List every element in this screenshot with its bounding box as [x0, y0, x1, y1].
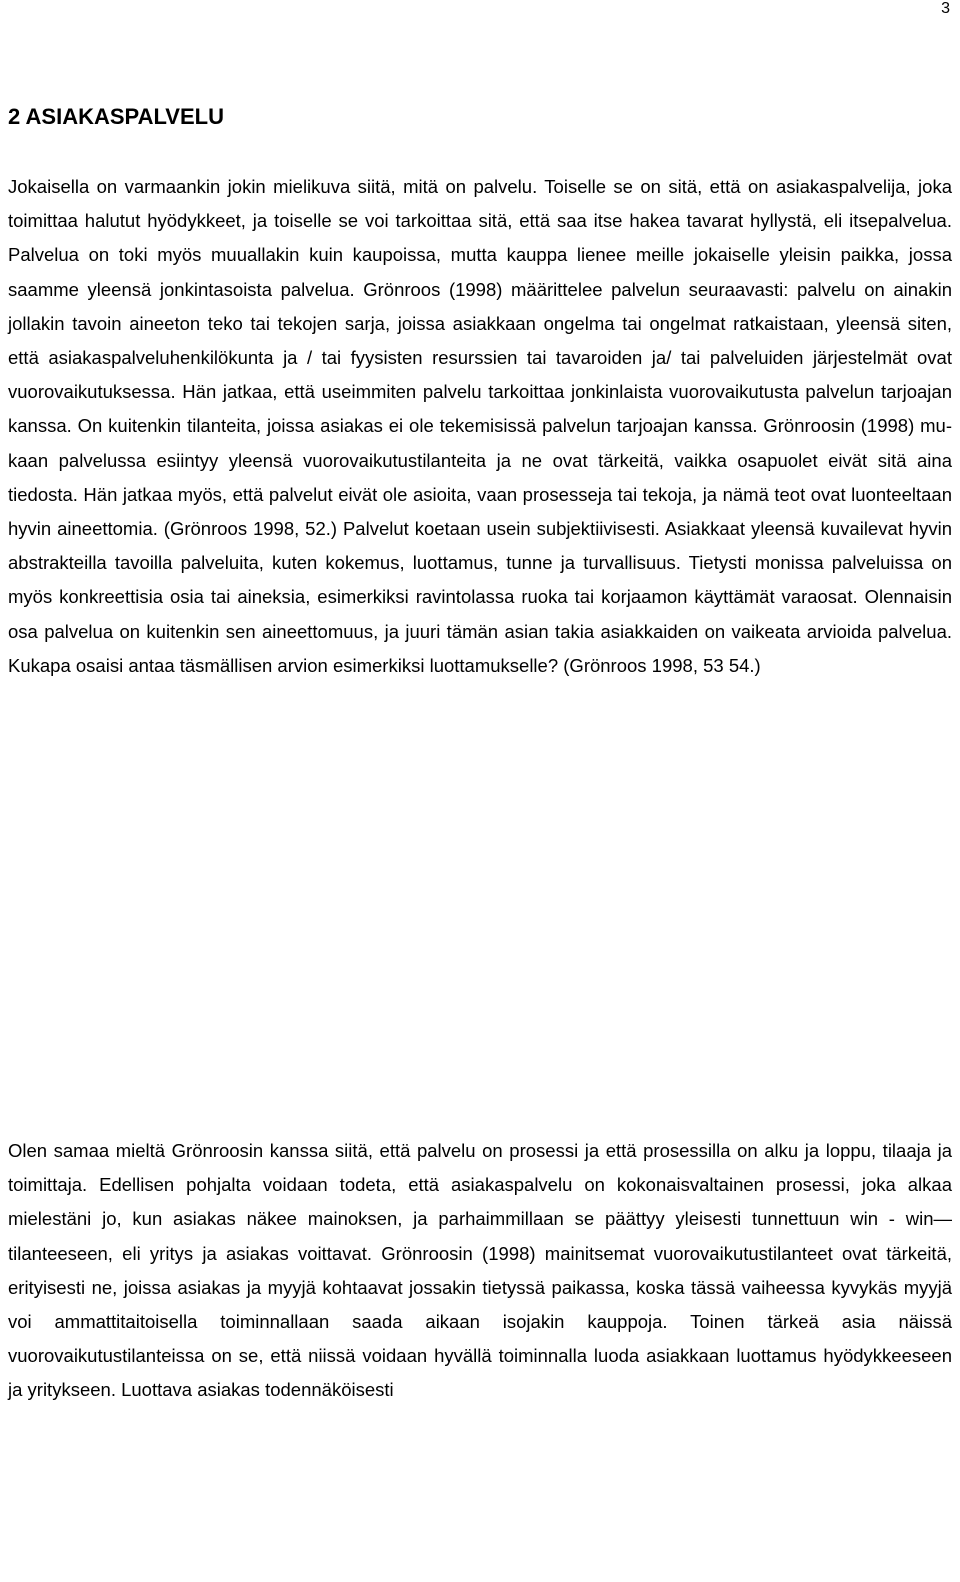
page-number: 3	[941, 0, 950, 17]
body-paragraph-1: Jokaisella on varmaankin jokin mielikuva siitä, mitä on palvelu. Toiselle se on sitä, että on asiakaspalvelija, joka toimittaa halutut hyödykkeet, ja toiselle se voi tarkoittaa sitä, että saa itse hakea tavarat hyllystä, eli itsepalvelua. Palvelua on toki myös muuallakin kuin kaupoissa, mutta kauppa lienee meille jokaiselle yleisin paikka, jossa saamme yleensä jonkintasoista palvelua. Grönroos (1998) määrittelee palvelun seuraavasti: palvelu on ainakin jollakin tavoin aineeton teko tai tekojen sarja, joissa asiakkaan ongelma tai ongelmat ratkaistaan, yleensä siten, että asiakaspalveluhenkilökunta ja / tai fyysisten resurssien tai tavaroiden ja/ tai palveluiden järjestelmät ovat vuorovaikutuksessa. Hän jatkaa, että useimmiten palvelu tarkoittaa jonkinlaista vuorovaikutusta palvelun tarjoajan kanssa. On kuitenkin tilanteita, joissa asiakas ei ole tekemisissä palvelun tarjoajan kanssa. Grönroosin (1998) mukaan palvelussa esiintyy yleensä vuorovaikutustilanteita ja ne ovat tärkeitä, vaikka osapuolet eivät sitä aina tiedosta. Hän jatkaa myös, että palvelut eivät ole asioita, vaan prosesseja tai tekoja, ja nämä teot ovat luonteeltaan hyvin aineettomia. (Grönroos 1998, 52.) Palvelut koetaan usein subjektiivisesti. Asiakkaat yleensä kuvailevat hyvin abstrakteilla tavoilla palveluita, kuten kokemus, luottamus, tunne ja turvallisuus. Tietysti monissa palveluissa on myös konkreettisia osia tai aineksia, esimerkiksi ravintolassa ruoka tai korjaamon käyttämät varaosat. Olennaisin osa palvelua on kuitenkin sen aineettomuus, ja juuri tämän asian takia asiakkaiden on vaikeata arvioida palvelua. Kukapa osaisi antaa täsmällisen arvion esimerkiksi luottamukselle? (Grönroos 1998, 53 54.)	[8, 176, 952, 676]
chapter-heading: 2 ASIAKASPALVELU	[8, 104, 224, 129]
body-paragraph-2: Olen samaa mieltä Grönroosin kanssa siitä, että palvelu on prosessi ja että prosessilla on alku ja loppu, tilaaja ja toimittaja. Edellisen pohjalta voidaan todeta, että asiakaspalvelu on kokonaisvaltainen prosessi, joka alkaa mielestäni jo, kun asiakas näkee mainoksen, ja parhaimmillaan se päättyy yleisesti tunnettuun win - win—tilanteeseen, eli yritys ja asiakas voittavat. Grönroosin (1998) mainitsemat vuorovaikutustilanteet ovat tärkeitä, erityisesti ne, joissa asiakas ja myyjä kohtaavat jossakin tietyssä paikassa, koska tässä vaiheessa kyvykäs myyjä voi ammattitaitoisella toiminnallaan saada aikaan isojakin kauppoja. Toinen tärkeä asia näissä vuorovaikutustilanteissa on se, että niissä voidaan hyvällä toiminnalla luoda asiakkaan luottamus hyödykkeeseen ja yritykseen. Luottava asiakas todennäköisesti	[8, 1140, 952, 1401]
